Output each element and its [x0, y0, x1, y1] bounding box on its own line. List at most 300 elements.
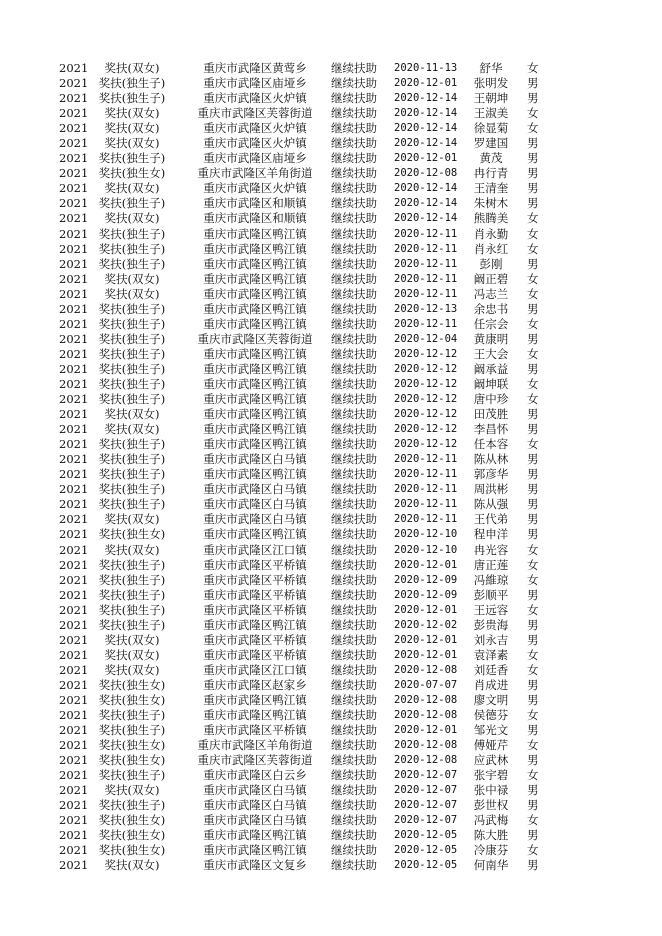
table-row — [0, 678, 662, 693]
status-cell: 继续扶助 — [331, 557, 377, 572]
date-cell: 2020-12-11 — [394, 257, 458, 270]
year-cell: 2021 — [59, 542, 89, 557]
year-cell: 2021 — [59, 482, 89, 497]
address-cell: 重庆市武隆区羊角街道 — [197, 166, 313, 181]
year-cell: 2021 — [59, 286, 89, 301]
sex-cell: 男 — [527, 527, 539, 542]
name-cell: 廖文明 — [473, 692, 509, 707]
name-cell: 陈从强 — [473, 497, 509, 512]
type-cell: 奖扶(独生子) — [98, 76, 166, 91]
type-cell: 奖扶(独生子) — [98, 331, 166, 346]
year-cell: 2021 — [59, 271, 89, 286]
year-cell: 2021 — [59, 376, 89, 391]
year-cell: 2021 — [59, 632, 89, 647]
sex-cell: 男 — [527, 166, 539, 181]
name-cell: 程申洋 — [473, 527, 509, 542]
name-cell: 邹光文 — [473, 723, 509, 738]
table-row — [0, 798, 662, 813]
year-cell: 2021 — [59, 422, 89, 437]
sex-cell: 女 — [527, 843, 539, 858]
address-cell: 重庆市武隆区羊角街道 — [197, 738, 313, 753]
date-cell: 2020-12-02 — [394, 618, 458, 631]
type-cell: 奖扶(独生子) — [98, 497, 166, 512]
name-cell: 肖永勤 — [473, 226, 509, 241]
date-cell: 2020-12-12 — [394, 347, 458, 360]
year-cell: 2021 — [59, 151, 89, 166]
type-cell: 奖扶(双女) — [104, 61, 160, 75]
table-row — [0, 422, 662, 437]
date-cell: 2020-12-07 — [394, 799, 458, 812]
status-cell: 继续扶助 — [331, 316, 377, 331]
table-row — [0, 317, 662, 332]
name-cell: 冉光容 — [473, 542, 509, 557]
sex-cell: 男 — [527, 331, 539, 346]
name-cell: 肖成进 — [473, 677, 509, 692]
date-cell: 2020-12-14 — [394, 212, 458, 225]
date-cell: 2020-12-05 — [394, 859, 458, 872]
date-cell: 2020-12-01 — [394, 152, 458, 165]
name-cell: 任本容 — [473, 437, 509, 452]
sex-cell: 女 — [527, 286, 539, 301]
type-cell: 奖扶(独生子) — [98, 452, 166, 467]
type-cell: 奖扶(独生子) — [98, 256, 166, 271]
type-cell: 奖扶(独生子) — [98, 196, 166, 211]
year-cell: 2021 — [59, 723, 89, 738]
status-cell: 继续扶助 — [331, 798, 377, 813]
year-cell: 2021 — [59, 647, 89, 662]
name-cell: 朱树木 — [473, 196, 509, 211]
address-cell: 重庆市武隆区火炉镇 — [203, 181, 307, 196]
status-cell: 继续扶助 — [331, 828, 377, 843]
sex-cell: 女 — [527, 376, 539, 391]
sex-cell: 男 — [527, 497, 539, 512]
name-cell: 刘廷香 — [473, 662, 509, 677]
date-cell: 2020-07-07 — [394, 678, 458, 691]
status-cell: 继续扶助 — [331, 106, 377, 121]
sex-cell: 男 — [527, 301, 539, 316]
year-cell: 2021 — [59, 196, 89, 211]
table-row — [0, 828, 662, 843]
table-row — [0, 843, 662, 858]
sex-cell: 女 — [527, 437, 539, 452]
table-row — [0, 663, 662, 678]
status-cell: 继续扶助 — [331, 617, 377, 632]
table-row — [0, 121, 662, 136]
sex-cell: 男 — [527, 407, 539, 422]
address-cell: 重庆市武隆区鸭江镇 — [203, 708, 307, 723]
type-cell: 奖扶(双女) — [104, 211, 160, 226]
table-row — [0, 482, 662, 497]
address-cell: 重庆市武隆区黄莺乡 — [203, 61, 307, 75]
year-cell: 2021 — [59, 858, 89, 873]
address-cell: 重庆市武隆区平桥镇 — [203, 632, 307, 647]
address-cell: 重庆市武隆区鸭江镇 — [203, 828, 307, 843]
sex-cell: 男 — [527, 196, 539, 211]
type-cell: 奖扶(独生女) — [98, 753, 166, 768]
date-cell: 2020-12-08 — [394, 754, 458, 767]
status-cell: 继续扶助 — [331, 151, 377, 166]
date-cell: 2020-12-14 — [394, 197, 458, 210]
name-cell: 黄茂 — [479, 151, 503, 166]
type-cell: 奖扶(双女) — [104, 286, 160, 301]
address-cell: 重庆市武隆区江口镇 — [203, 662, 307, 677]
name-cell: 王朝坤 — [473, 91, 509, 106]
sex-cell: 男 — [527, 858, 539, 873]
name-cell: 阚正碧 — [473, 271, 509, 286]
address-cell: 重庆市武隆区白云乡 — [203, 768, 307, 783]
date-cell: 2020-12-07 — [394, 814, 458, 827]
year-cell: 2021 — [59, 316, 89, 331]
status-cell: 继续扶助 — [331, 632, 377, 647]
status-cell: 继续扶助 — [331, 256, 377, 271]
status-cell: 继续扶助 — [331, 497, 377, 512]
name-cell: 舒华 — [479, 61, 503, 75]
table-row — [0, 407, 662, 422]
name-cell: 冉行青 — [473, 166, 509, 181]
date-cell: 2020-12-11 — [394, 272, 458, 285]
date-cell: 2020-12-07 — [394, 784, 458, 797]
status-cell: 继续扶助 — [331, 437, 377, 452]
name-cell: 袁泽素 — [473, 647, 509, 662]
address-cell: 重庆市武隆区芙蓉街道 — [197, 106, 313, 121]
name-cell: 彭世权 — [473, 798, 509, 813]
sex-cell: 女 — [527, 392, 539, 407]
sex-cell: 女 — [527, 61, 539, 75]
date-cell: 2020-12-08 — [394, 693, 458, 706]
name-cell: 彭顺平 — [473, 587, 509, 602]
name-cell: 王代弟 — [473, 512, 509, 527]
sex-cell: 女 — [527, 211, 539, 226]
address-cell: 重庆市武隆区庙垭乡 — [203, 76, 307, 91]
sex-cell: 男 — [527, 467, 539, 482]
type-cell: 奖扶(独生子) — [98, 392, 166, 407]
name-cell: 冷康芬 — [473, 843, 509, 858]
status-cell: 继续扶助 — [331, 843, 377, 858]
type-cell: 奖扶(独生子) — [98, 376, 166, 391]
sex-cell: 男 — [527, 677, 539, 692]
address-cell: 重庆市武隆区鸭江镇 — [203, 226, 307, 241]
year-cell: 2021 — [59, 437, 89, 452]
type-cell: 奖扶(独生子) — [98, 151, 166, 166]
year-cell: 2021 — [59, 572, 89, 587]
year-cell: 2021 — [59, 452, 89, 467]
year-cell: 2021 — [59, 662, 89, 677]
sex-cell: 女 — [527, 241, 539, 256]
address-cell: 重庆市武隆区平桥镇 — [203, 723, 307, 738]
type-cell: 奖扶(独生子) — [98, 587, 166, 602]
type-cell: 奖扶(独生子) — [98, 346, 166, 361]
status-cell: 继续扶助 — [331, 286, 377, 301]
type-cell: 奖扶(独生子) — [98, 301, 166, 316]
year-cell: 2021 — [59, 106, 89, 121]
date-cell: 2020-12-08 — [394, 739, 458, 752]
name-cell: 阚承益 — [473, 361, 509, 376]
sex-cell: 男 — [527, 798, 539, 813]
type-cell: 奖扶(独生子) — [98, 482, 166, 497]
type-cell: 奖扶(独生子) — [98, 316, 166, 331]
date-cell: 2020-12-14 — [394, 107, 458, 120]
date-cell: 2020-12-05 — [394, 844, 458, 857]
address-cell: 重庆市武隆区白马镇 — [203, 783, 307, 798]
year-cell: 2021 — [59, 226, 89, 241]
status-cell: 继续扶助 — [331, 407, 377, 422]
date-cell: 2020-12-01 — [394, 724, 458, 737]
year-cell: 2021 — [59, 617, 89, 632]
date-cell: 2020-12-14 — [394, 137, 458, 150]
status-cell: 继续扶助 — [331, 527, 377, 542]
type-cell: 奖扶(独生子) — [98, 361, 166, 376]
sex-cell: 女 — [527, 738, 539, 753]
type-cell: 奖扶(独生子) — [98, 91, 166, 106]
address-cell: 重庆市武隆区芙蓉街道 — [197, 331, 313, 346]
sex-cell: 男 — [527, 723, 539, 738]
year-cell: 2021 — [59, 828, 89, 843]
table-row — [0, 618, 662, 633]
year-cell: 2021 — [59, 512, 89, 527]
sex-cell: 男 — [527, 617, 539, 632]
year-cell: 2021 — [59, 602, 89, 617]
sex-cell: 男 — [527, 692, 539, 707]
type-cell: 奖扶(双女) — [104, 632, 160, 647]
table-row — [0, 723, 662, 738]
name-cell: 任宗会 — [473, 316, 509, 331]
table-row — [0, 211, 662, 226]
date-cell: 2020-12-11 — [394, 483, 458, 496]
status-cell: 继续扶助 — [331, 602, 377, 617]
address-cell: 重庆市武隆区鸭江镇 — [203, 617, 307, 632]
status-cell: 继续扶助 — [331, 392, 377, 407]
sex-cell: 男 — [527, 587, 539, 602]
year-cell: 2021 — [59, 497, 89, 512]
address-cell: 重庆市武隆区江口镇 — [203, 542, 307, 557]
type-cell: 奖扶(独生子) — [98, 798, 166, 813]
name-cell: 张明发 — [473, 76, 509, 91]
name-cell: 唐正莲 — [473, 557, 509, 572]
sex-cell: 男 — [527, 151, 539, 166]
address-cell: 重庆市武隆区火炉镇 — [203, 91, 307, 106]
sex-cell: 女 — [527, 602, 539, 617]
year-cell: 2021 — [59, 692, 89, 707]
address-cell: 重庆市武隆区火炉镇 — [203, 121, 307, 136]
type-cell: 奖扶(独生女) — [98, 843, 166, 858]
sex-cell: 女 — [527, 106, 539, 121]
sex-cell: 女 — [527, 813, 539, 828]
date-cell: 2020-12-08 — [394, 167, 458, 180]
date-cell: 2020-12-14 — [394, 182, 458, 195]
table-row — [0, 76, 662, 91]
date-cell: 2020-12-01 — [394, 558, 458, 571]
status-cell: 继续扶助 — [331, 753, 377, 768]
status-cell: 继续扶助 — [331, 121, 377, 136]
type-cell: 奖扶(独生子) — [98, 557, 166, 572]
type-cell: 奖扶(独生子) — [98, 226, 166, 241]
type-cell: 奖扶(独生女) — [98, 738, 166, 753]
year-cell: 2021 — [59, 211, 89, 226]
table-row — [0, 377, 662, 392]
table-row — [0, 738, 662, 753]
type-cell: 奖扶(独生子) — [98, 617, 166, 632]
date-cell: 2020-12-14 — [394, 122, 458, 135]
table-row — [0, 437, 662, 452]
status-cell: 继续扶助 — [331, 91, 377, 106]
table-row — [0, 257, 662, 272]
date-cell: 2020-12-12 — [394, 377, 458, 390]
date-cell: 2020-12-08 — [394, 663, 458, 676]
type-cell: 奖扶(双女) — [104, 271, 160, 286]
name-cell: 黄康明 — [473, 331, 509, 346]
status-cell: 继续扶助 — [331, 662, 377, 677]
status-cell: 继续扶助 — [331, 738, 377, 753]
name-cell: 冯志兰 — [473, 286, 509, 301]
status-cell: 继续扶助 — [331, 768, 377, 783]
address-cell: 重庆市武隆区鸭江镇 — [203, 437, 307, 452]
table-row — [0, 287, 662, 302]
table-row — [0, 91, 662, 106]
status-cell: 继续扶助 — [331, 61, 377, 75]
sex-cell: 男 — [527, 828, 539, 843]
status-cell: 继续扶助 — [331, 422, 377, 437]
type-cell: 奖扶(独生子) — [98, 768, 166, 783]
table-row — [0, 166, 662, 181]
address-cell: 重庆市武隆区平桥镇 — [203, 602, 307, 617]
address-cell: 重庆市武隆区鸭江镇 — [203, 843, 307, 858]
year-cell: 2021 — [59, 361, 89, 376]
type-cell: 奖扶(独生女) — [98, 813, 166, 828]
name-cell: 王大会 — [473, 346, 509, 361]
date-cell: 2020-12-11 — [394, 453, 458, 466]
date-cell: 2020-12-10 — [394, 528, 458, 541]
type-cell: 奖扶(独生子) — [98, 467, 166, 482]
sex-cell: 女 — [527, 768, 539, 783]
year-cell: 2021 — [59, 407, 89, 422]
type-cell: 奖扶(双女) — [104, 542, 160, 557]
status-cell: 继续扶助 — [331, 181, 377, 196]
year-cell: 2021 — [59, 136, 89, 151]
name-cell: 陈从林 — [473, 452, 509, 467]
table-row — [0, 151, 662, 166]
name-cell: 彭贵海 — [473, 617, 509, 632]
table-row — [0, 588, 662, 603]
name-cell: 余忠书 — [473, 301, 509, 316]
year-cell: 2021 — [59, 557, 89, 572]
table-row — [0, 106, 662, 121]
address-cell: 重庆市武隆区平桥镇 — [203, 647, 307, 662]
year-cell: 2021 — [59, 121, 89, 136]
name-cell: 田茂胜 — [473, 407, 509, 422]
address-cell: 重庆市武隆区鸭江镇 — [203, 467, 307, 482]
status-cell: 继续扶助 — [331, 211, 377, 226]
table-row — [0, 543, 662, 558]
address-cell: 重庆市武隆区和顺镇 — [203, 211, 307, 226]
type-cell: 奖扶(独生子) — [98, 241, 166, 256]
date-cell: 2020-12-11 — [394, 513, 458, 526]
year-cell: 2021 — [59, 753, 89, 768]
sex-cell: 女 — [527, 542, 539, 557]
type-cell: 奖扶(双女) — [104, 422, 160, 437]
status-cell: 继续扶助 — [331, 572, 377, 587]
status-cell: 继续扶助 — [331, 723, 377, 738]
type-cell: 奖扶(独生女) — [98, 527, 166, 542]
address-cell: 重庆市武隆区白马镇 — [203, 497, 307, 512]
sex-cell: 女 — [527, 346, 539, 361]
table-row — [0, 242, 662, 257]
status-cell: 继续扶助 — [331, 452, 377, 467]
status-cell: 继续扶助 — [331, 346, 377, 361]
sex-cell: 女 — [527, 316, 539, 331]
sex-cell: 男 — [527, 783, 539, 798]
name-cell: 陈大胜 — [473, 828, 509, 843]
sex-cell: 男 — [527, 482, 539, 497]
status-cell: 继续扶助 — [331, 376, 377, 391]
status-cell: 继续扶助 — [331, 271, 377, 286]
name-cell: 王清奎 — [473, 181, 509, 196]
address-cell: 重庆市武隆区鸭江镇 — [203, 407, 307, 422]
sex-cell: 女 — [527, 647, 539, 662]
address-cell: 重庆市武隆区鸭江镇 — [203, 286, 307, 301]
name-cell: 李昌怀 — [473, 422, 509, 437]
table-row — [0, 362, 662, 377]
table-row — [0, 196, 662, 211]
name-cell: 熊腾美 — [473, 211, 509, 226]
address-cell: 重庆市武隆区白马镇 — [203, 482, 307, 497]
name-cell: 周洪彬 — [473, 482, 509, 497]
spreadsheet-table — [0, 61, 662, 874]
name-cell: 张中禄 — [473, 783, 509, 798]
address-cell: 重庆市武隆区鸭江镇 — [203, 271, 307, 286]
year-cell: 2021 — [59, 783, 89, 798]
type-cell: 奖扶(独生女) — [98, 677, 166, 692]
year-cell: 2021 — [59, 677, 89, 692]
year-cell: 2021 — [59, 331, 89, 346]
name-cell: 冯維琼 — [473, 572, 509, 587]
year-cell: 2021 — [59, 166, 89, 181]
year-cell: 2021 — [59, 843, 89, 858]
address-cell: 重庆市武隆区赵家乡 — [203, 677, 307, 692]
name-cell: 阚坤联 — [473, 376, 509, 391]
year-cell: 2021 — [59, 527, 89, 542]
year-cell: 2021 — [59, 798, 89, 813]
table-row — [0, 392, 662, 407]
sex-cell: 女 — [527, 557, 539, 572]
table-row — [0, 558, 662, 573]
table-row — [0, 467, 662, 482]
sex-cell: 男 — [527, 512, 539, 527]
name-cell: 彭刚 — [479, 256, 503, 271]
date-cell: 2020-12-10 — [394, 543, 458, 556]
type-cell: 奖扶(独生子) — [98, 723, 166, 738]
date-cell: 2020-12-14 — [394, 92, 458, 105]
status-cell: 继续扶助 — [331, 542, 377, 557]
year-cell: 2021 — [59, 301, 89, 316]
year-cell: 2021 — [59, 392, 89, 407]
status-cell: 继续扶助 — [331, 136, 377, 151]
table-row — [0, 497, 662, 512]
status-cell: 继续扶助 — [331, 813, 377, 828]
date-cell: 2020-12-09 — [394, 588, 458, 601]
name-cell: 侯德芬 — [473, 708, 509, 723]
date-cell: 2020-12-09 — [394, 573, 458, 586]
name-cell: 肖永红 — [473, 241, 509, 256]
table-row — [0, 61, 662, 76]
address-cell: 重庆市武隆区文复乡 — [203, 858, 307, 873]
year-cell: 2021 — [59, 181, 89, 196]
type-cell: 奖扶(双女) — [104, 407, 160, 422]
date-cell: 2020-12-01 — [394, 603, 458, 616]
status-cell: 继续扶助 — [331, 196, 377, 211]
status-cell: 继续扶助 — [331, 361, 377, 376]
sex-cell: 男 — [527, 452, 539, 467]
status-cell: 继续扶助 — [331, 482, 377, 497]
